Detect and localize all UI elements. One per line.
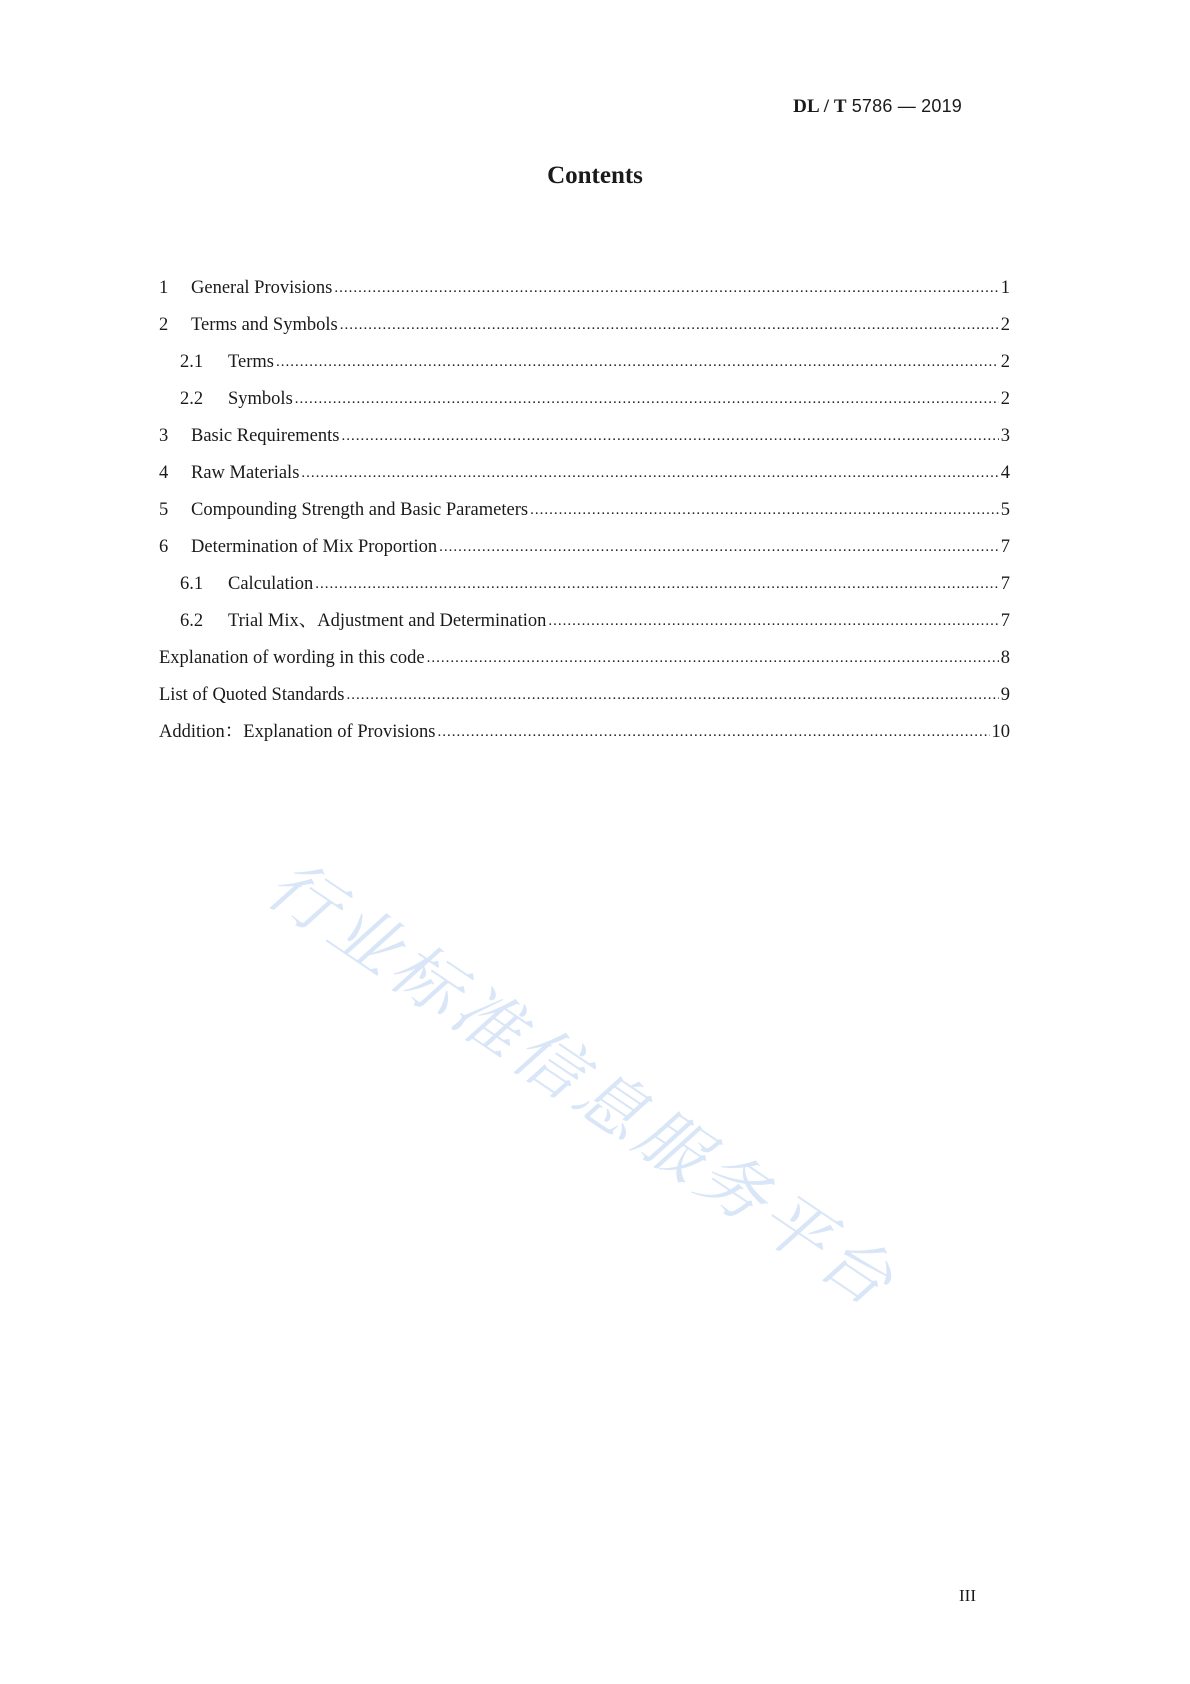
- toc-entry-label: Terms: [228, 352, 274, 372]
- toc-entry-number: 1: [159, 278, 169, 298]
- toc-entry-page: 7: [1000, 537, 1010, 557]
- toc-dot-leader: [341, 417, 998, 454]
- toc-entry-page: 5: [1000, 500, 1010, 520]
- toc-entry-number: 4: [159, 463, 169, 483]
- toc-entry-terms-and-symbols[interactable]: [159, 307, 1010, 344]
- toc-entry-label: Raw Materials: [191, 463, 300, 483]
- toc-entry-symbols[interactable]: [159, 381, 1010, 418]
- toc-entry-page: 9: [1000, 685, 1010, 705]
- toc-entry-number: 3: [159, 426, 169, 446]
- toc-dot-leader: [437, 713, 989, 750]
- toc-dot-leader: [334, 269, 998, 306]
- toc-entry-page: 2: [1000, 315, 1010, 335]
- toc-entry-number: 2.1: [180, 352, 204, 372]
- toc-dot-leader: [427, 639, 999, 676]
- toc-entry-label: Addition：Explanation of Provisions: [159, 722, 436, 742]
- toc-entry-calculation[interactable]: [159, 566, 1010, 603]
- toc-entry-page: 7: [1000, 611, 1010, 631]
- toc-entry-page: 4: [1000, 463, 1010, 483]
- toc-entry-page: 7: [1000, 574, 1010, 594]
- toc-entry-number: 2: [159, 315, 169, 335]
- watermark: 行业标准信息服务平台: [252, 845, 911, 1325]
- toc-entry-explanation-of-provisions[interactable]: [159, 714, 1010, 751]
- toc-entry-page: 10: [991, 722, 1010, 742]
- toc-entry-label: Calculation: [228, 574, 314, 594]
- toc-dot-leader: [548, 602, 998, 639]
- table-of-contents: [159, 270, 1010, 751]
- toc-entry-determination-of-mix-proportion[interactable]: [159, 529, 1010, 566]
- toc-entry-basic-requirements[interactable]: [159, 418, 1010, 455]
- toc-entry-label: Determination of Mix Proportion: [191, 537, 438, 557]
- toc-entry-number: 2.2: [180, 389, 204, 409]
- toc-dot-leader: [347, 676, 999, 713]
- toc-entry-number: 6: [159, 537, 169, 557]
- document-code-prefix: DL / T: [793, 96, 847, 117]
- toc-entry-page: 1: [1000, 278, 1010, 298]
- toc-entry-terms[interactable]: [159, 344, 1010, 381]
- toc-entry-raw-materials[interactable]: [159, 455, 1010, 492]
- toc-dot-leader: [276, 343, 999, 380]
- toc-entry-explanation-of-wording[interactable]: [159, 640, 1010, 677]
- toc-entry-label: General Provisions: [191, 278, 333, 298]
- toc-entry-page: 2: [1000, 389, 1010, 409]
- toc-entry-label: Symbols: [228, 389, 293, 409]
- toc-entry-label: Compounding Strength and Basic Parameters: [191, 500, 529, 520]
- toc-entry-label: Terms and Symbols: [191, 315, 338, 335]
- document-code: [793, 96, 962, 118]
- toc-dot-leader: [301, 454, 998, 491]
- toc-entry-label: Explanation of wording in this code: [159, 648, 425, 668]
- document-code-number: 5786 — 2019: [851, 96, 962, 116]
- toc-entry-label: List of Quoted Standards: [159, 685, 345, 705]
- toc-dot-leader: [315, 565, 998, 602]
- toc-entry-number: 6.1: [180, 574, 204, 594]
- toc-entry-number: 5: [159, 500, 169, 520]
- toc-entry-compounding-strength[interactable]: [159, 492, 1010, 529]
- toc-entry-label: Basic Requirements: [191, 426, 340, 446]
- toc-entry-label: Trial Mix、Adjustment and Determination: [228, 611, 547, 631]
- toc-entry-number: 6.2: [180, 611, 204, 631]
- toc-dot-leader: [340, 306, 999, 343]
- toc-dot-leader: [530, 491, 999, 528]
- toc-entry-trial-mix[interactable]: [159, 603, 1010, 640]
- toc-entry-list-of-quoted-standards[interactable]: [159, 677, 1010, 714]
- page-title: Contents: [547, 162, 643, 189]
- toc-entry-general-provisions[interactable]: [159, 270, 1010, 307]
- toc-dot-leader: [439, 528, 999, 565]
- toc-dot-leader: [295, 380, 999, 417]
- toc-entry-page: 3: [1000, 426, 1010, 446]
- toc-entry-page: 2: [1000, 352, 1010, 372]
- toc-entry-page: 8: [1000, 648, 1010, 668]
- page-number: III: [959, 1586, 976, 1605]
